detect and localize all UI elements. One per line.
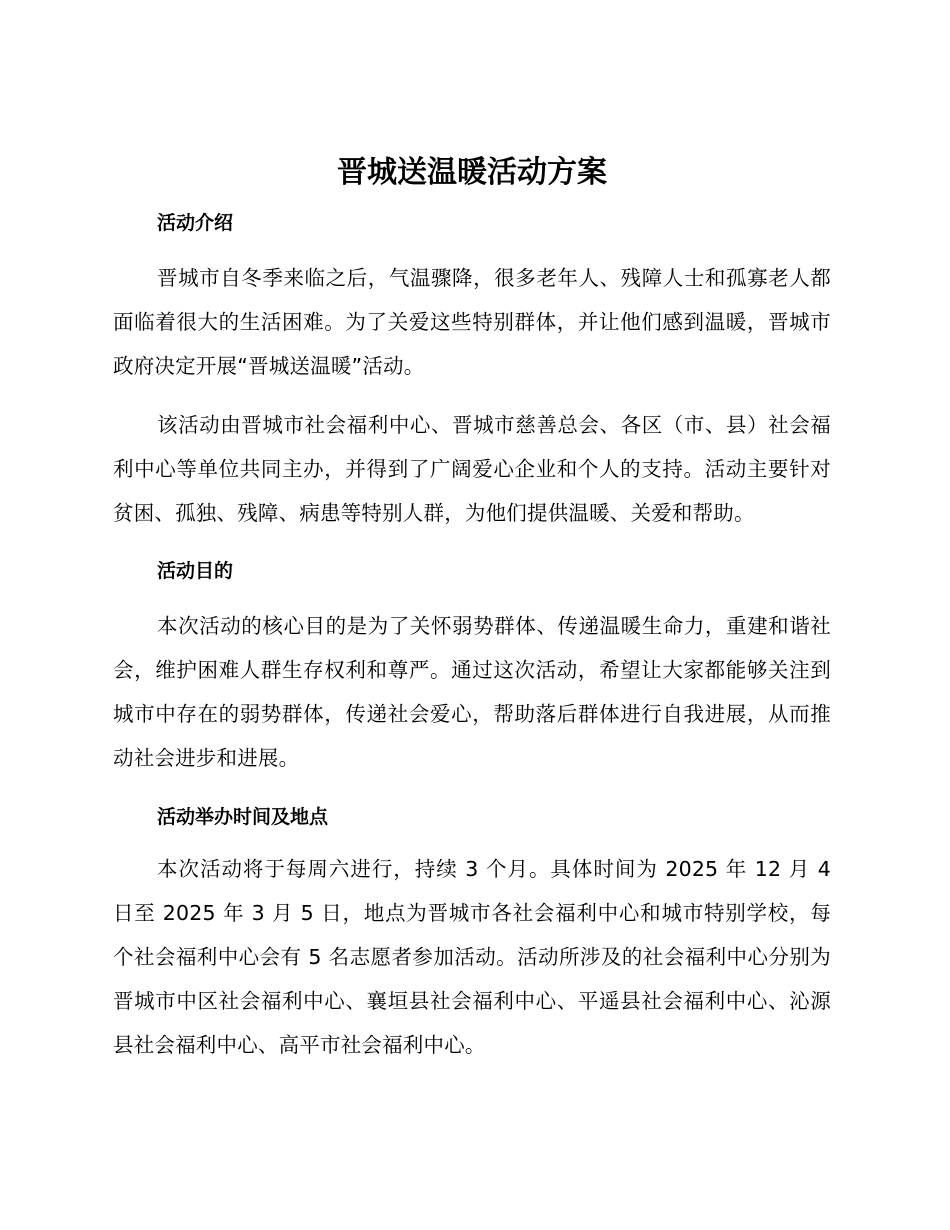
paragraph-intro-1: 晋城市自冬季来临之后，气温骤降，很多老年人、残障人士和孤寡老人都面临着很大的生活困难。为了关爱这些特别群体，并让他们感到温暖，晋城市政府决定开展“晋城送温暖”活动。: [113, 266, 831, 378]
document-page: [113, 150, 831, 1067]
paragraph-time-place-1: 本次活动将于每周六进行，持续 3 个月。具体时间为 2025 年 12 月 4 日至 2025 年 3 月 5 日，地点为晋城市各社会福利中心和城市特别学校，每个社会福利中心会有 5 名志愿者参加活动。活动所涉及的社会福利中心分别为晋城市中区社会福利中心、襄垣县社会福利中心、平遥县社会福利中心、沁源县社会福利中心、高平市社会福利中心。: [113, 857, 831, 1057]
paragraph-purpose-1: 本次活动的核心目的是为了关怀弱势群体、传递温暖生命力，重建和谐社会，维护困难人群生存权利和尊严。通过这次活动，希望让大家都能够关注到城市中存在的弱势群体，传递社会爱心，帮助落后群体进行自我进展，从而推动社会进步和进展。: [113, 614, 831, 770]
section-heading-time-place: 活动举办时间及地点: [157, 806, 329, 828]
section-heading-intro: 活动介绍: [157, 212, 234, 234]
section-heading-purpose: 活动目的: [157, 560, 234, 582]
paragraph-intro-2: 该活动由晋城市社会福利中心、晋城市慈善总会、各区（市、县）社会福利中心等单位共同主办，并得到了广阔爱心企业和个人的支持。活动主要针对贫困、孤独、残障、病患等特别人群，为他们提供温暖、关爱和帮助。: [113, 413, 831, 525]
document-title: 晋城送温暖活动方案: [337, 155, 607, 190]
